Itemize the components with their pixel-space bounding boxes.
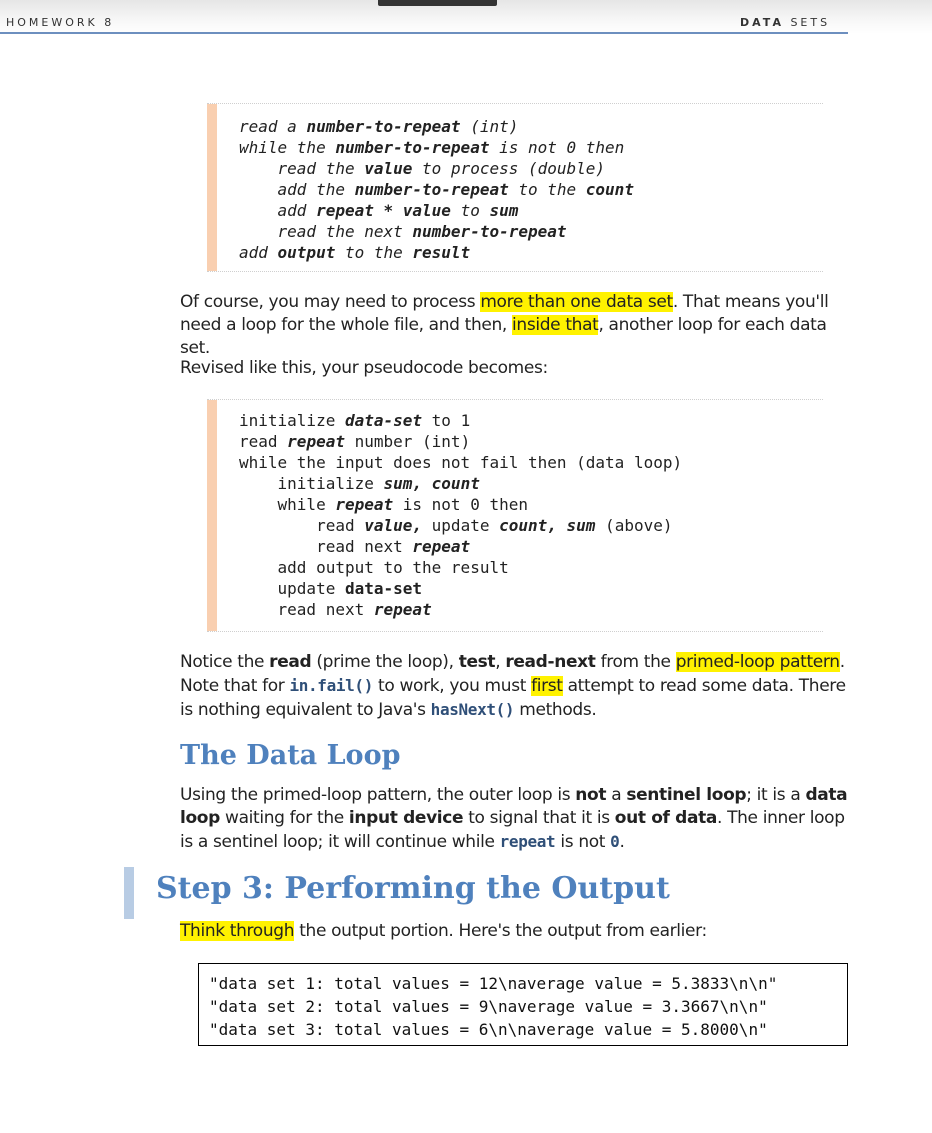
code-token: repeat: [335, 495, 394, 514]
text-run: sentinel loop: [626, 785, 747, 805]
inline-code: 0: [610, 832, 620, 851]
viewer-tab-notch: [378, 0, 497, 6]
text-run: .: [619, 832, 625, 852]
text-run: test: [458, 652, 496, 672]
header-rule: [0, 32, 848, 34]
code-token: number-to-repeat: [306, 117, 461, 136]
code-token: sum: [489, 201, 519, 220]
heading-data-loop: The Data Loop: [180, 740, 401, 771]
code-token: result: [412, 243, 471, 262]
code-line: [239, 431, 823, 452]
code-line: [239, 137, 823, 158]
code-token: value: [364, 159, 413, 178]
code-token: to: [450, 201, 490, 220]
text-run: . The inner loop is a sentinel loop; it will continue while: [180, 808, 845, 852]
code-token: add: [239, 243, 278, 262]
code-line: [239, 221, 823, 242]
text-run: waiting for the: [219, 808, 349, 828]
pseudocode-block-1: [207, 103, 823, 272]
code-line: [239, 515, 823, 536]
code-token: repeat: [412, 537, 471, 556]
paragraph-think-through: [180, 920, 860, 943]
text-run: a: [606, 785, 627, 805]
text-run: Of course, you may need to process: [180, 292, 481, 312]
heading-step-3: Step 3: Performing the Output: [156, 871, 670, 906]
text-run: from the: [595, 652, 676, 672]
paragraph-primed-loop: [180, 651, 860, 722]
paragraph-data-loop: [180, 784, 860, 854]
code-line: [239, 116, 823, 137]
code-line: [239, 242, 823, 263]
code-token: add: [239, 201, 317, 220]
highlighted-text: inside that: [512, 315, 599, 335]
output-line: "data set 1: total values = 12\naverage value = 5.3833\n\n": [209, 974, 778, 993]
code-token: initialize: [239, 411, 345, 430]
text-run: Notice the: [180, 652, 270, 672]
text-run: read: [269, 652, 312, 672]
code-token: data-set: [344, 579, 423, 598]
text-run: . Note that for: [180, 652, 845, 696]
highlighted-text: more than one data set: [480, 292, 673, 312]
text-run: (prime the loop),: [311, 652, 459, 672]
code-token: value,: [364, 516, 423, 535]
code-token: value: [402, 201, 451, 220]
highlighted-text: Think through: [180, 921, 295, 941]
code-token: read a: [239, 117, 307, 136]
text-run: to work, you must: [373, 676, 532, 696]
code-token: add output to the result: [239, 558, 509, 577]
text-run: is not: [555, 832, 611, 852]
text-run: input device: [348, 808, 464, 828]
pseudocode-lines: [207, 104, 823, 263]
code-line: [239, 494, 823, 515]
inline-code: in.fail(): [289, 676, 373, 695]
inline-code: hasNext(): [430, 700, 515, 719]
code-token: initialize: [239, 474, 384, 493]
code-token: number-to-repeat: [412, 222, 567, 241]
running-header-right-bold: DATA: [740, 16, 784, 29]
code-token: repeat: [316, 201, 374, 220]
code-token: read next: [239, 537, 413, 556]
text-run: not: [575, 785, 607, 805]
text-run: , another loop for each data set.: [180, 315, 827, 358]
running-header-left: HOMEWORK 8: [6, 16, 115, 29]
code-line: [239, 410, 823, 431]
code-token: read: [239, 516, 365, 535]
code-line: [239, 473, 823, 494]
code-token: read next: [239, 600, 374, 619]
output-line: "data set 2: total values = 9\naverage value = 3.3667\n\n": [209, 997, 768, 1016]
code-token: to 1: [422, 411, 471, 430]
code-token: count: [585, 180, 634, 199]
heading-accent-bar: [124, 867, 134, 919]
code-token: while: [239, 495, 336, 514]
text-run: to signal that it is: [463, 808, 615, 828]
text-run: ,: [495, 652, 506, 672]
highlighted-text: first: [531, 676, 563, 696]
code-token: *: [373, 201, 403, 220]
code-token: read the next: [239, 222, 413, 241]
paragraph-multiple-data-sets: [180, 291, 860, 360]
code-token: is not 0 then: [489, 138, 625, 157]
text-run: attempt to read some data. There is nothing equivalent to Java's: [180, 676, 846, 720]
text-run: . That means you'll need a loop for the whole file, and then,: [180, 292, 829, 335]
code-token: repeat: [287, 432, 345, 451]
code-token: read the: [239, 159, 365, 178]
code-line: [239, 158, 823, 179]
code-line: [239, 578, 823, 599]
text-run: Using the primed-loop pattern, the outer loop is: [180, 785, 576, 805]
pseudocode-block-2: [207, 399, 823, 632]
code-token: repeat: [373, 600, 432, 619]
running-header-right-rest: SETS: [783, 16, 831, 29]
code-line: [239, 557, 823, 578]
text-run: the output portion. Here's the output from earlier:: [294, 921, 707, 941]
output-line: "data set 3: total values = 6\n\naverage value = 5.8000\n": [209, 1020, 768, 1039]
code-token: read: [239, 432, 288, 451]
code-token: data-set: [344, 411, 423, 430]
code-token: (int): [460, 117, 519, 136]
output-example-box: [198, 963, 848, 1046]
code-line: [239, 452, 823, 473]
code-token: to the: [508, 180, 586, 199]
code-accent-bar: [207, 104, 217, 271]
pseudocode-lines: [207, 400, 823, 620]
paragraph-revised: Revised like this, your pseudocode becomes:: [180, 358, 548, 378]
code-token: number (int): [344, 432, 471, 451]
inline-code: repeat: [499, 832, 556, 851]
code-token: count, sum: [499, 516, 596, 535]
code-token: while the: [239, 138, 336, 157]
text-run: ; it is a: [746, 785, 806, 805]
code-token: update: [239, 579, 345, 598]
code-token: to the: [335, 243, 413, 262]
code-token: is not 0 then: [393, 495, 528, 514]
code-token: to process (double): [412, 159, 606, 178]
code-token: number-to-repeat: [335, 138, 490, 157]
text-run: out of data: [614, 808, 717, 828]
code-accent-bar: [207, 400, 217, 631]
code-token: sum, count: [383, 474, 480, 493]
text-run: data loop: [180, 785, 848, 828]
code-token: add the: [239, 180, 355, 199]
code-line: [239, 200, 823, 221]
code-token: output: [277, 243, 336, 262]
code-token: (above): [595, 516, 673, 535]
code-line: [239, 599, 823, 620]
code-token: update: [422, 516, 500, 535]
code-token: number-to-repeat: [354, 180, 509, 199]
text-run: read-next: [505, 652, 596, 672]
running-header-right: [740, 16, 830, 29]
code-token: while the input does not fail then (data loop): [239, 453, 683, 472]
code-line: [239, 179, 823, 200]
code-line: [239, 536, 823, 557]
highlighted-text: primed-loop pattern: [675, 652, 840, 672]
text-run: methods.: [514, 700, 597, 720]
